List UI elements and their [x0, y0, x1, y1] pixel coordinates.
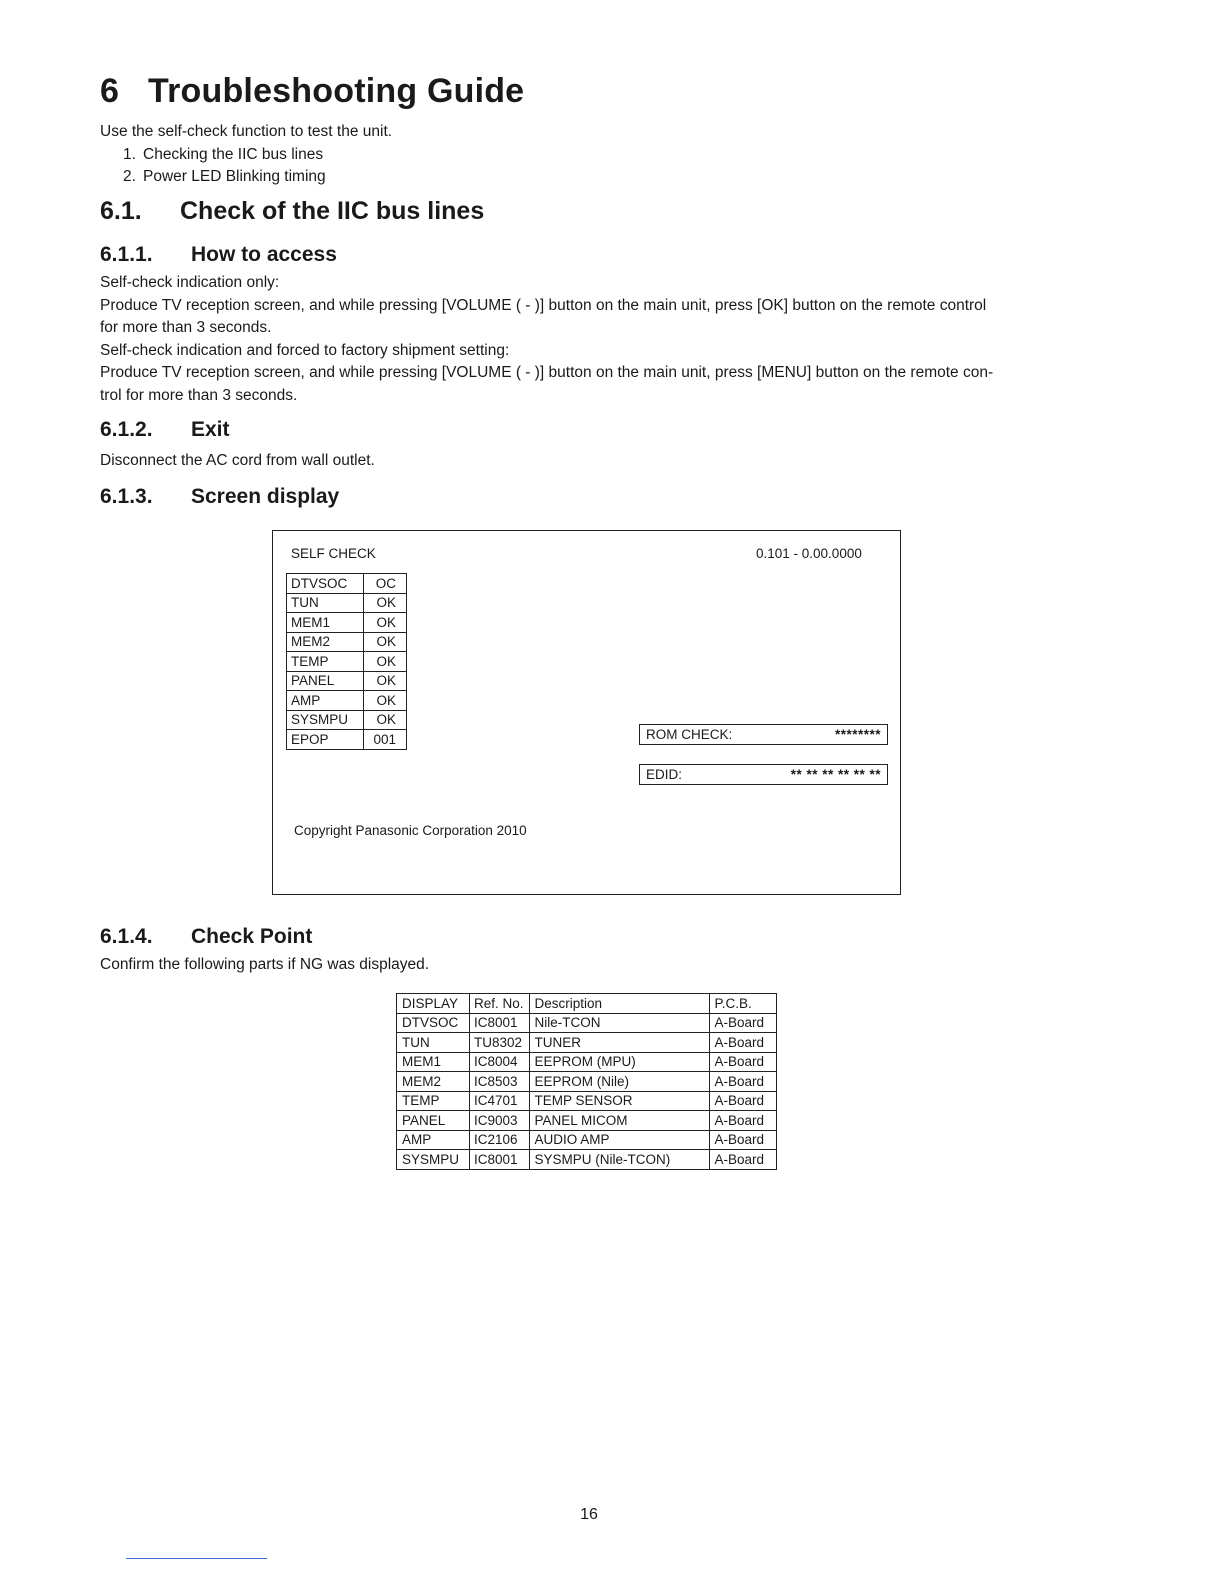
- column-header: Description: [529, 994, 709, 1014]
- self-check-screen: [272, 530, 901, 895]
- table-cell: TU8302: [470, 1033, 530, 1053]
- table-row: [397, 1033, 777, 1053]
- exit-text: Disconnect the AC cord from wall outlet.: [100, 452, 375, 469]
- table-row: [287, 710, 407, 730]
- table-cell: AMP: [397, 1130, 470, 1150]
- table-row: [397, 1111, 777, 1131]
- intro-text: Use the self-check function to test the unit.: [100, 123, 393, 140]
- status-name: AMP: [287, 691, 364, 711]
- table-cell: TUN: [397, 1033, 470, 1053]
- version-text: 0.101 - 0.00.0000: [756, 546, 862, 561]
- screen-title: SELF CHECK: [291, 546, 376, 561]
- list-text: Power LED Blinking timing: [143, 168, 326, 185]
- check-point-table: [396, 993, 777, 1170]
- table-cell: A-Board: [709, 1072, 776, 1092]
- subsection-heading-screen-display: [100, 485, 339, 509]
- table-row: [287, 632, 407, 652]
- table-cell: TEMP SENSOR: [529, 1091, 709, 1111]
- table-cell: PANEL MICOM: [529, 1111, 709, 1131]
- paragraph-line: Self-check indication only:: [100, 274, 280, 291]
- table-cell: AUDIO AMP: [529, 1130, 709, 1150]
- rom-check-value: ********: [834, 727, 881, 742]
- column-header: DISPLAY: [397, 994, 470, 1014]
- table-cell: IC8004: [470, 1052, 530, 1072]
- subsection-number: 6.1.4.: [100, 925, 153, 948]
- table-row: [397, 1130, 777, 1150]
- table-row: [397, 1150, 777, 1170]
- table-row: [397, 1013, 777, 1033]
- list-item: [123, 166, 326, 188]
- table-cell: A-Board: [709, 1130, 776, 1150]
- table-row: [397, 1052, 777, 1072]
- table-cell: IC9003: [470, 1111, 530, 1131]
- table-row: [397, 1072, 777, 1092]
- subsection-heading-exit: [100, 418, 230, 442]
- subsection-number: 6.1.1.: [100, 243, 153, 266]
- table-cell: SYSMPU (Nile-TCON): [529, 1150, 709, 1170]
- table-cell: A-Board: [709, 1033, 776, 1053]
- page-number: 16: [580, 1506, 598, 1523]
- subsection-title: Exit: [191, 418, 230, 441]
- table-cell: A-Board: [709, 1111, 776, 1131]
- table-cell: SYSMPU: [397, 1150, 470, 1170]
- table-cell: Nile-TCON: [529, 1013, 709, 1033]
- rom-check-box: [639, 724, 888, 745]
- table-row: [287, 613, 407, 633]
- table-cell: IC8001: [470, 1150, 530, 1170]
- section-number: 6.1.: [100, 197, 142, 225]
- table-cell: TEMP: [397, 1091, 470, 1111]
- table-cell: IC8001: [470, 1013, 530, 1033]
- status-name: SYSMPU: [287, 710, 364, 730]
- list-item: [123, 144, 323, 166]
- rom-check-label: ROM CHECK:: [646, 727, 733, 742]
- subsection-number: 6.1.3.: [100, 485, 153, 508]
- status-name: MEM2: [287, 632, 364, 652]
- table-cell: A-Board: [709, 1013, 776, 1033]
- list-text: Checking the IIC bus lines: [143, 146, 324, 163]
- status-name: TEMP: [287, 652, 364, 672]
- status-name: TUN: [287, 593, 364, 613]
- table-cell: DTVSOC: [397, 1013, 470, 1033]
- table-row: [287, 652, 407, 672]
- chapter-title: Troubleshooting Guide: [148, 72, 525, 110]
- status-table: [286, 573, 407, 750]
- paragraph-line: for more than 3 seconds.: [100, 319, 272, 336]
- table-cell: TUNER: [529, 1033, 709, 1053]
- table-row: [287, 730, 407, 750]
- edid-value: ** ** ** ** ** **: [790, 767, 881, 782]
- chapter-number: 6: [100, 72, 120, 110]
- column-header: Ref. No.: [470, 994, 530, 1014]
- table-header-row: [397, 994, 777, 1014]
- status-value: OK: [363, 671, 407, 691]
- table-cell: A-Board: [709, 1150, 776, 1170]
- subsection-title: How to access: [191, 243, 337, 266]
- table-row: [287, 593, 407, 613]
- table-cell: IC2106: [470, 1130, 530, 1150]
- table-row: [287, 671, 407, 691]
- paragraph-line: Produce TV reception screen, and while pressing [VOLUME ( - )] button on the main unit, press [MENU] button on the remote con-: [100, 364, 994, 381]
- paragraph-line: trol for more than 3 seconds.: [100, 387, 298, 404]
- subsection-title: Screen display: [191, 485, 340, 508]
- table-cell: PANEL: [397, 1111, 470, 1131]
- table-cell: A-Board: [709, 1091, 776, 1111]
- status-value: OK: [363, 652, 407, 672]
- table-row: [397, 1091, 777, 1111]
- column-header: P.C.B.: [709, 994, 776, 1014]
- edid-label: EDID:: [646, 767, 683, 782]
- subsection-title: Check Point: [191, 925, 313, 948]
- check-point-text: Confirm the following parts if NG was displayed.: [100, 956, 430, 973]
- status-name: DTVSOC: [287, 574, 364, 594]
- paragraph-line: Produce TV reception screen, and while pressing [VOLUME ( - )] button on the main unit, press [OK] button on the remote control: [100, 297, 987, 314]
- footer-divider: [126, 1558, 267, 1559]
- table-cell: EEPROM (MPU): [529, 1052, 709, 1072]
- section-title: Check of the IIC bus lines: [180, 197, 485, 225]
- status-value: OK: [363, 632, 407, 652]
- status-name: MEM1: [287, 613, 364, 633]
- table-cell: A-Board: [709, 1052, 776, 1072]
- page-title: [100, 72, 524, 111]
- list-number: 1.: [123, 146, 136, 163]
- edid-box: [639, 764, 888, 785]
- table-cell: IC8503: [470, 1072, 530, 1092]
- status-value: OK: [363, 710, 407, 730]
- table-row: [287, 691, 407, 711]
- table-row: [287, 574, 407, 594]
- table-cell: IC4701: [470, 1091, 530, 1111]
- status-value: OK: [363, 593, 407, 613]
- status-value: OK: [363, 691, 407, 711]
- table-cell: EEPROM (Nile): [529, 1072, 709, 1092]
- section-heading: [100, 197, 484, 226]
- subsection-heading-check-point: [100, 925, 312, 949]
- subsection-number: 6.1.2.: [100, 418, 153, 441]
- copyright-text: Copyright Panasonic Corporation 2010: [294, 823, 527, 838]
- subsection-heading-how-to-access: [100, 243, 337, 267]
- paragraph-line: Self-check indication and forced to factory shipment setting:: [100, 342, 510, 359]
- status-value: 001: [363, 730, 407, 750]
- table-cell: MEM1: [397, 1052, 470, 1072]
- status-name: PANEL: [287, 671, 364, 691]
- status-value: OC: [363, 574, 407, 594]
- list-number: 2.: [123, 168, 136, 185]
- status-value: OK: [363, 613, 407, 633]
- table-cell: MEM2: [397, 1072, 470, 1092]
- status-name: EPOP: [287, 730, 364, 750]
